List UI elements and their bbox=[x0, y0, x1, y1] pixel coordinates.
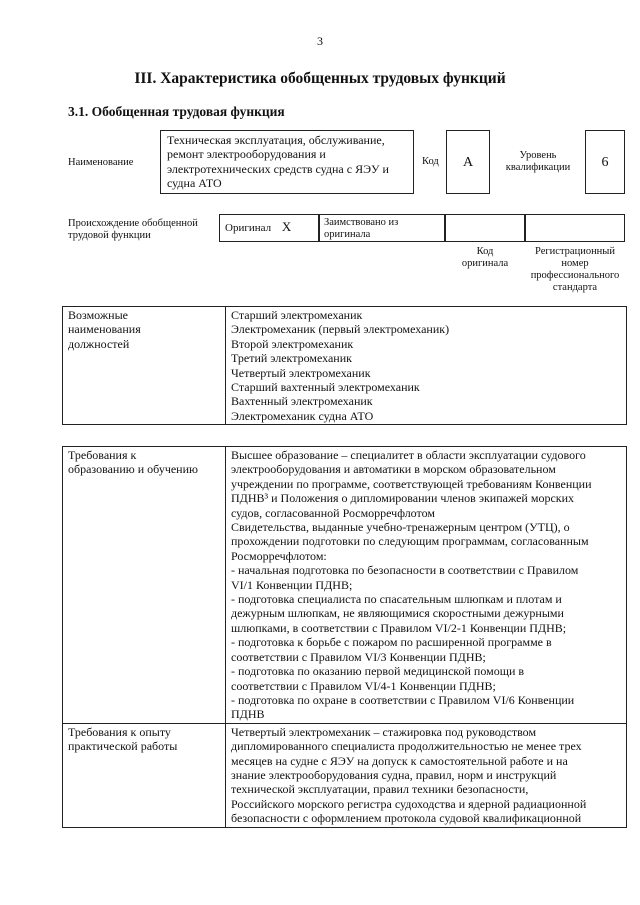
caption-line: стандарта bbox=[552, 282, 598, 293]
education-label-line: Требования к bbox=[68, 448, 137, 462]
text-line: шлюпками, в соответствии с Правилом VI/2-1 Конвенции ПДНВ; bbox=[231, 620, 567, 635]
table-row bbox=[63, 307, 627, 425]
positions-table bbox=[62, 306, 627, 425]
text-line: безопасности с оформлением протокола судовой квалификационной bbox=[231, 811, 582, 826]
position-item: Второй электромеханик bbox=[231, 336, 354, 351]
registration-number-caption bbox=[520, 246, 630, 294]
experience-label-line: практической работы bbox=[68, 739, 178, 754]
original-code-caption bbox=[445, 246, 525, 270]
text-line: Росморречфлотом: bbox=[231, 548, 327, 563]
text-line: - подготовка к борьбе с пожаром по расширенной программе в bbox=[231, 635, 552, 650]
text-line: знание электрооборудования судна, правил, норм и инструкций bbox=[231, 767, 557, 782]
position-item: Третий электромеханик bbox=[231, 351, 352, 366]
registration-number-box bbox=[525, 214, 625, 242]
text-line: - подготовка специалиста по спасательным шлюпкам и плотам и bbox=[231, 592, 562, 607]
text-line: Высшее образование – специалитет в области эксплуатации судового bbox=[231, 448, 586, 462]
caption-line: Регистрационный bbox=[535, 246, 615, 257]
text-line: - подготовка по оказанию первой медицинской помощи в bbox=[231, 664, 525, 679]
text-line: учреждении по программе, соответствующей требованиям Конвенции bbox=[231, 476, 592, 491]
qualification-level-label bbox=[496, 150, 580, 174]
original-label: Оригинал bbox=[225, 222, 272, 234]
text-line: месяцев на судне с ЯЭУ на допуск к самостоятельной работе и на bbox=[231, 753, 568, 768]
text-line: VI/1 Конвенции ПДНВ; bbox=[231, 577, 353, 592]
requirements-table bbox=[62, 446, 627, 828]
subsection-title: 3.1. Обобщенная трудовая функция bbox=[68, 104, 285, 119]
positions-list-cell bbox=[226, 307, 627, 425]
page-number: 3 bbox=[317, 34, 323, 48]
education-label-cell bbox=[63, 447, 226, 724]
text-line: ПДНВ³ и Положения о дипломировании членов экипажей морских bbox=[231, 491, 575, 506]
function-name-line: ремонт электрооборудования и bbox=[167, 147, 326, 162]
positions-label-line: должностей bbox=[68, 336, 130, 351]
position-item: Электромеханик судна АТО bbox=[231, 408, 374, 423]
name-label: Наименование bbox=[68, 157, 134, 168]
text-line: дежурным шлюпкам, не являющимися скоростными дежурными bbox=[231, 606, 564, 621]
origin-label-line: трудовой функции bbox=[68, 230, 151, 241]
positions-label-line: наименования bbox=[68, 322, 141, 337]
text-line: Свидетельства, выданные учебно-тренажерным центром (УТЦ), о bbox=[231, 520, 570, 535]
education-text-cell bbox=[226, 447, 627, 724]
text-line: соответствии с Правилом VI/4-1 Конвенции ПДНВ; bbox=[231, 678, 496, 693]
section-title: III. Характеристика обобщенных трудовых функций bbox=[134, 70, 506, 87]
original-mark: X bbox=[281, 219, 292, 234]
function-name-line: Техническая эксплуатация, обслуживание, bbox=[167, 133, 385, 147]
caption-line: оригинала bbox=[461, 258, 509, 269]
experience-label-cell bbox=[63, 723, 226, 827]
code-label: Код bbox=[422, 156, 439, 167]
function-name-line: электротехнических средств судна с ЯЭУ и bbox=[167, 161, 389, 176]
text-line: дипломированного специалиста продолжительностью не менее трех bbox=[231, 739, 582, 754]
positions-label-line: Возможные bbox=[68, 308, 128, 322]
experience-text-cell bbox=[226, 723, 627, 827]
table-row bbox=[63, 723, 627, 827]
table-row bbox=[63, 447, 627, 724]
text-line: электрооборудования и автоматики в морском образовательном bbox=[231, 462, 556, 477]
text-line: Четвертый электромеханик – стажировка под руководством bbox=[231, 724, 537, 739]
text-line: - подготовка по охране в соответствии с Правилом VI/6 Конвенции bbox=[231, 692, 575, 707]
origin-label-line: Происхождение обобщенной bbox=[68, 218, 198, 229]
original-box bbox=[219, 214, 319, 242]
caption-line: Код bbox=[476, 246, 494, 257]
caption-line: профессионального bbox=[530, 270, 620, 281]
borrowed-label-line: оригинала bbox=[324, 229, 371, 240]
position-item: Вахтенный электромеханик bbox=[231, 394, 373, 409]
position-item: Электромеханик (первый электромеханик) bbox=[231, 322, 450, 337]
text-line: судов, согласованной Росморречфлотом bbox=[231, 505, 435, 520]
borrowed-box bbox=[319, 214, 445, 242]
code-value: A bbox=[446, 130, 490, 194]
qualification-level-value: 6 bbox=[585, 130, 625, 194]
position-item: Четвертый электромеханик bbox=[231, 365, 371, 380]
function-name-line: судна АТО bbox=[167, 176, 222, 191]
text-line: Российского морского регистра судоходства и ядерной радиационной bbox=[231, 796, 587, 811]
text-line: ПДНВ bbox=[231, 707, 265, 722]
education-label-line: образованию и обучению bbox=[68, 462, 198, 477]
positions-label-cell bbox=[63, 307, 226, 425]
text-line: - начальная подготовка по безопасности в соответствии с Правилом bbox=[231, 563, 579, 578]
experience-label-line: Требования к опыту bbox=[68, 724, 171, 739]
caption-line: номер bbox=[561, 258, 589, 269]
original-code-box bbox=[445, 214, 525, 242]
text-line: технической эксплуатации, правил техники безопасности, bbox=[231, 782, 529, 797]
text-line: соответствии с Правилом VI/3 Конвенции ПДНВ; bbox=[231, 649, 486, 664]
level-label-line: Уровень bbox=[519, 150, 557, 161]
function-name-box bbox=[160, 130, 414, 194]
position-item: Старший электромеханик bbox=[231, 308, 363, 322]
text-line: прохождении подготовки по следующим программам, согласованным bbox=[231, 534, 589, 549]
level-label-line: квалификации bbox=[505, 162, 571, 173]
origin-label bbox=[68, 218, 198, 242]
borrowed-label-line: Заимствовано из bbox=[324, 217, 399, 228]
position-item: Старший вахтенный электромеханик bbox=[231, 380, 420, 395]
